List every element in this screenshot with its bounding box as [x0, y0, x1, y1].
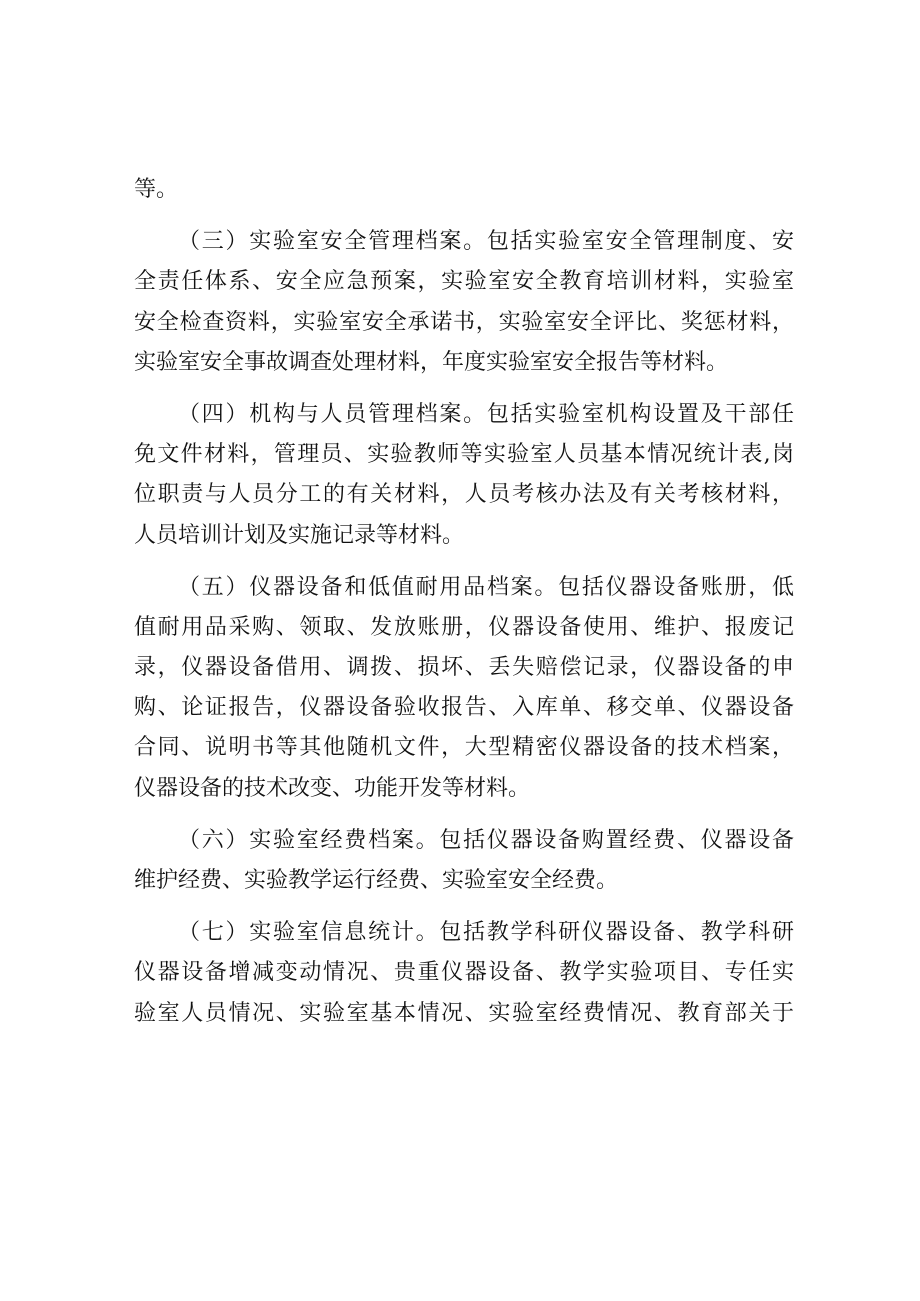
text-line: 实验室安全事故调查处理材料，年度实验室安全报告等材料。: [134, 349, 729, 375]
text-line: （四）机构与人员管理档案。包括实验室机构设置及干部任: [178, 401, 794, 427]
text-line: 值耐用品采购、领取、发放账册，仪器设备使用、维护、报废记: [134, 614, 794, 640]
text-line: 免文件材料，管理员、实验教师等实验室人员基本情况统计表,岗: [134, 442, 794, 468]
text-line: 全责任体系、安全应急预案，实验室安全教育培训材料，实验室: [134, 269, 794, 295]
text-line: 录，仪器设备借用、调拨、损坏、丢失赔偿记录，仪器设备的申: [134, 655, 794, 681]
paragraph-personnel-archive: [134, 395, 794, 556]
document-body: [134, 170, 794, 1034]
text-line: 位职责与人员分工的有关材料，人员考核办法及有关考核材料，: [134, 482, 794, 508]
paragraph-equipment-archive: [134, 568, 794, 809]
text-line: 人员培训计划及实施记录等材料。: [134, 522, 465, 548]
text-line: （五）仪器设备和低值耐用品档案。包括仪器设备账册，低: [178, 574, 794, 600]
text-line: 安全检查资料，实验室安全承诺书，实验室安全评比、奖惩材料，: [134, 309, 794, 335]
text-line: 等。: [134, 177, 179, 202]
text-line: 购、论证报告，仪器设备验收报告、入库单、移交单、仪器设备: [134, 695, 794, 721]
text-line: （六）实验室经费档案。包括仪器设备购置经费、仪器设备: [178, 827, 794, 853]
paragraph-continuation: [134, 170, 794, 210]
paragraph-funding-archive: [134, 821, 794, 901]
text-line: 验室人员情况、实验室基本情况、实验室经费情况、教育部关于: [134, 1000, 794, 1026]
text-line: 合同、说明书等其他随机文件，大型精密仪器设备的技术档案，: [134, 735, 794, 761]
text-line: （三）实验室安全管理档案。包括实验室安全管理制度、安: [178, 229, 794, 255]
text-line: 仪器设备的技术改变、功能开发等材料。: [134, 775, 531, 801]
text-line: 维护经费、实验教学运行经费、实验室安全经费。: [134, 868, 619, 893]
paragraph-statistics: [134, 913, 794, 1034]
paragraph-safety-archive: [134, 222, 794, 383]
text-line: （七）实验室信息统计。包括教学科研仪器设备、教学科研: [178, 920, 794, 946]
text-line: 仪器设备增减变动情况、贵重仪器设备、教学实验项目、专任实: [134, 960, 794, 986]
